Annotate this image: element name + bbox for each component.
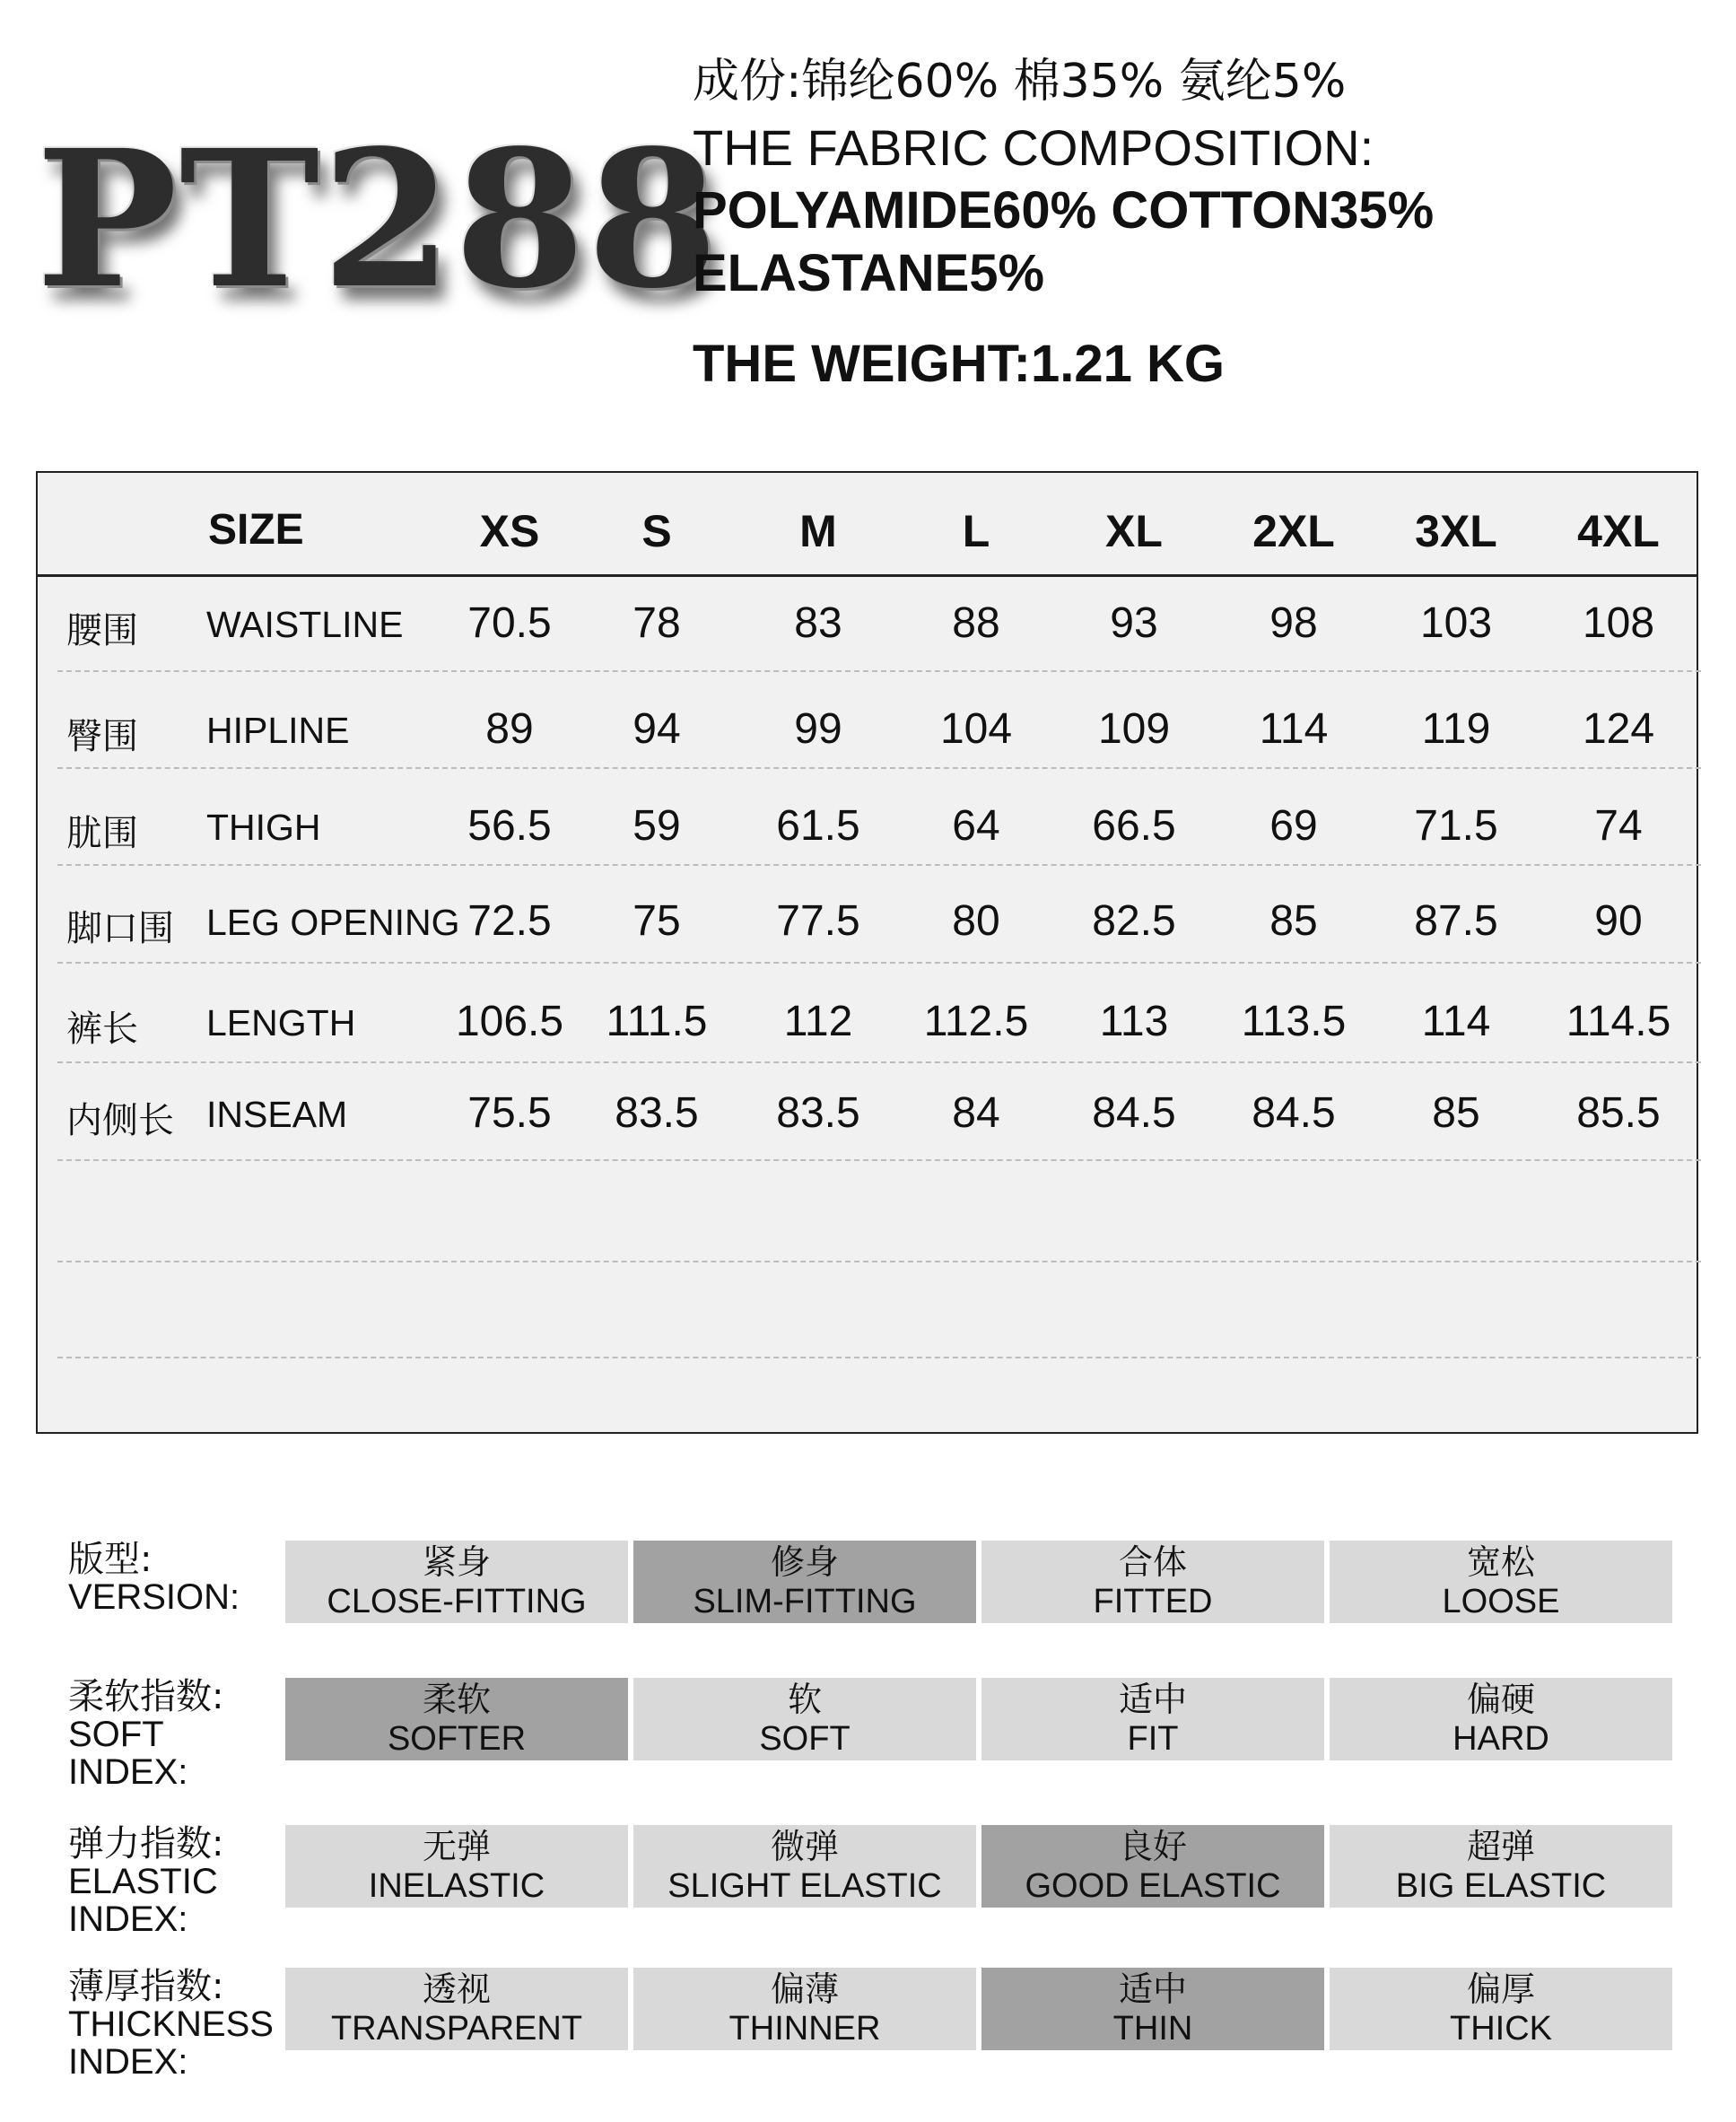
option-label-en: SOFT (759, 1720, 851, 1758)
table-cell: 87.5 (1414, 897, 1498, 945)
row-divider (57, 962, 1701, 965)
table-cell: 56.5 (467, 802, 552, 850)
table-cell: 71.5 (1414, 802, 1498, 850)
table-cell: 104 (939, 705, 1013, 753)
table-cell: 114 (1259, 705, 1329, 753)
option-label-en: BIG ELASTIC (1395, 1867, 1607, 1905)
attribute-label-en: INDEX: (68, 2042, 188, 2082)
row-label-cn: 裤长 (66, 1009, 138, 1050)
table-cell: 83.5 (615, 1089, 699, 1137)
attribute-option (1330, 1678, 1672, 1760)
attribute-option-selected (981, 1968, 1324, 2050)
option-label-cn: 透视 (422, 1969, 491, 2009)
option-label-en: FIT (1127, 1720, 1179, 1758)
fabric-line-2: ELASTANE5% (693, 244, 1045, 302)
table-cell: 119 (1421, 705, 1491, 753)
table-cell: 85 (1432, 1089, 1480, 1137)
option-label-cn: 修身 (770, 1542, 839, 1582)
option-label-cn: 偏硬 (1466, 1680, 1535, 1719)
option-label-en: SOFTER (387, 1720, 527, 1758)
table-cell: 83 (794, 599, 842, 647)
option-label-cn: 微弹 (770, 1827, 839, 1866)
row-divider (57, 670, 1701, 673)
option-label-cn: 超弹 (1466, 1827, 1535, 1866)
option-label-cn: 偏厚 (1466, 1969, 1535, 2009)
size-header-xs: XS (479, 506, 540, 556)
row-label-en: HIPLINE (206, 710, 350, 751)
table-cell: 112.5 (923, 998, 1029, 1045)
attribute-label-cn: 柔软指数: (68, 1676, 224, 1717)
size-header-row (38, 473, 1697, 577)
table-cell: 112 (783, 998, 853, 1045)
table-cell: 59 (632, 802, 681, 850)
option-label-cn: 柔软 (422, 1680, 491, 1719)
attribute-option-selected (633, 1541, 976, 1623)
table-cell: 114.5 (1566, 998, 1671, 1045)
size-header-m: M (799, 506, 837, 556)
table-cell: 109 (1097, 705, 1171, 753)
row-label-cn: 腰围 (66, 610, 138, 651)
row-divider (57, 1357, 1701, 1359)
attribute-label-en: THICKNESS (68, 2004, 274, 2044)
row-divider (57, 1261, 1701, 1263)
row-label-cn: 肬围 (66, 813, 138, 854)
attribute-label-en: VERSION: (68, 1577, 240, 1617)
table-cell: 75.5 (467, 1089, 552, 1137)
option-label-en: INELASTIC (368, 1867, 545, 1905)
table-cell: 106.5 (455, 998, 564, 1045)
size-header-s: S (641, 506, 672, 556)
table-cell: 111.5 (606, 998, 708, 1045)
option-label-cn: 合体 (1118, 1542, 1187, 1582)
attribute-option (285, 1825, 628, 1908)
attribute-label-en: SOFT (68, 1715, 164, 1754)
table-cell: 89 (485, 705, 534, 753)
option-label-en: FITTED (1093, 1583, 1213, 1620)
row-divider (57, 1061, 1701, 1064)
option-label-en: THINNER (728, 2010, 881, 2048)
table-cell: 98 (1269, 599, 1318, 647)
attribute-option (981, 1678, 1324, 1760)
table-cell: 85 (1269, 897, 1318, 945)
table-cell: 61.5 (776, 802, 860, 850)
table-cell: 84.5 (1092, 1089, 1176, 1137)
table-cell: 93 (1110, 599, 1158, 647)
attribute-option (285, 1541, 628, 1623)
option-label-en: CLOSE-FITTING (327, 1583, 587, 1620)
option-label-en: GOOD ELASTIC (1025, 1867, 1281, 1905)
size-header-l: L (962, 506, 990, 556)
table-cell: 75 (632, 897, 681, 945)
fabric-composition-label: THE FABRIC COMPOSITION: (693, 119, 1374, 176)
option-label-en: HARD (1452, 1720, 1549, 1758)
row-divider (57, 1159, 1701, 1162)
row-label-en: LEG OPENING (206, 902, 460, 943)
table-cell: 88 (952, 599, 1000, 647)
attribute-option (981, 1541, 1324, 1623)
option-label-en: SLIM-FITTING (693, 1583, 917, 1620)
option-label-en: THICK (1450, 2010, 1552, 2048)
table-cell: 66.5 (1092, 802, 1176, 850)
attribute-label (68, 1541, 240, 1616)
table-cell: 94 (632, 705, 681, 753)
attribute-option (633, 1678, 976, 1760)
attribute-label (68, 1968, 274, 2081)
table-cell: 77.5 (776, 897, 860, 945)
attribute-label-cn: 弹力指数: (68, 1823, 224, 1864)
option-label-cn: 宽松 (1466, 1542, 1535, 1582)
table-cell: 74 (1594, 802, 1643, 850)
attribute-option (633, 1968, 976, 2050)
table-cell: 113.5 (1241, 998, 1347, 1045)
option-label-en: SLIGHT ELASTIC (667, 1867, 942, 1905)
table-cell: 85.5 (1576, 1089, 1661, 1137)
table-cell: 108 (1582, 599, 1655, 647)
table-cell: 103 (1419, 599, 1493, 647)
size-header-3xl: 3XL (1415, 506, 1497, 556)
option-label-cn: 紧身 (422, 1542, 491, 1582)
table-cell: 70.5 (467, 599, 552, 647)
table-cell: 80 (952, 897, 1000, 945)
option-label-cn: 无弹 (422, 1827, 491, 1866)
attribute-option (1330, 1541, 1672, 1623)
option-label-en: THIN (1112, 2010, 1193, 2048)
table-cell: 113 (1099, 998, 1169, 1045)
attribute-option (633, 1825, 976, 1908)
size-chart-table (36, 471, 1698, 1434)
attribute-label-cn: 薄厚指数: (68, 1966, 224, 2007)
option-label-en: TRANSPARENT (330, 2010, 583, 2048)
row-label-en: WAISTLINE (206, 604, 404, 645)
option-label-cn: 适中 (1118, 1680, 1187, 1719)
option-label-cn: 适中 (1118, 1969, 1187, 2009)
size-header-2xl: 2XL (1252, 506, 1335, 556)
fabric-line-1: POLYAMIDE60% COTTON35% (693, 181, 1435, 240)
product-code-logo: PT288 (36, 109, 720, 330)
attribute-option (285, 1968, 628, 2050)
table-cell: 84 (952, 1089, 1000, 1137)
row-label-cn: 脚口围 (66, 908, 174, 949)
table-cell: 72.5 (467, 897, 552, 945)
attribute-option-selected (285, 1678, 628, 1760)
attribute-label-cn: 版型: (68, 1539, 153, 1580)
table-cell: 84.5 (1252, 1089, 1336, 1137)
attribute-label-en: INDEX: (68, 1752, 188, 1792)
option-label-cn: 良好 (1118, 1827, 1187, 1866)
attribute-option-selected (981, 1825, 1324, 1908)
row-divider (57, 767, 1701, 770)
size-header-label: SIZE (208, 506, 304, 554)
row-label-en: INSEAM (206, 1094, 348, 1135)
row-label-en: THIGH (206, 807, 321, 848)
table-cell: 78 (632, 599, 681, 647)
attribute-label-en: ELASTIC (68, 1862, 218, 1901)
table-cell: 69 (1269, 802, 1318, 850)
table-cell: 114 (1421, 998, 1491, 1045)
row-label-cn: 臀围 (66, 716, 138, 757)
composition-cn: 成份:锦纶60% 棉35% 氨纶5% (693, 55, 1347, 109)
attribute-label (68, 1825, 223, 1938)
size-header-xl: XL (1105, 506, 1163, 556)
table-cell: 124 (1582, 705, 1655, 753)
attribute-label-en: INDEX: (68, 1899, 188, 1939)
option-label-en: LOOSE (1442, 1583, 1560, 1620)
table-cell: 82.5 (1092, 897, 1176, 945)
attribute-label (68, 1678, 223, 1791)
option-label-cn: 偏薄 (770, 1969, 839, 2009)
attribute-option (1330, 1825, 1672, 1908)
row-label-cn: 内侧长 (66, 1100, 174, 1141)
table-cell: 90 (1594, 897, 1643, 945)
option-label-cn: 软 (787, 1680, 822, 1719)
table-cell: 83.5 (776, 1089, 860, 1137)
size-header-4xl: 4XL (1577, 506, 1660, 556)
fabric-composition-value (693, 179, 1434, 305)
table-cell: 99 (794, 705, 842, 753)
attribute-option (1330, 1968, 1672, 2050)
table-cell: 64 (952, 802, 1000, 850)
row-label-en: LENGTH (206, 1002, 356, 1044)
weight-text: THE WEIGHT:1.21 KG (693, 335, 1225, 393)
row-divider (57, 864, 1701, 867)
